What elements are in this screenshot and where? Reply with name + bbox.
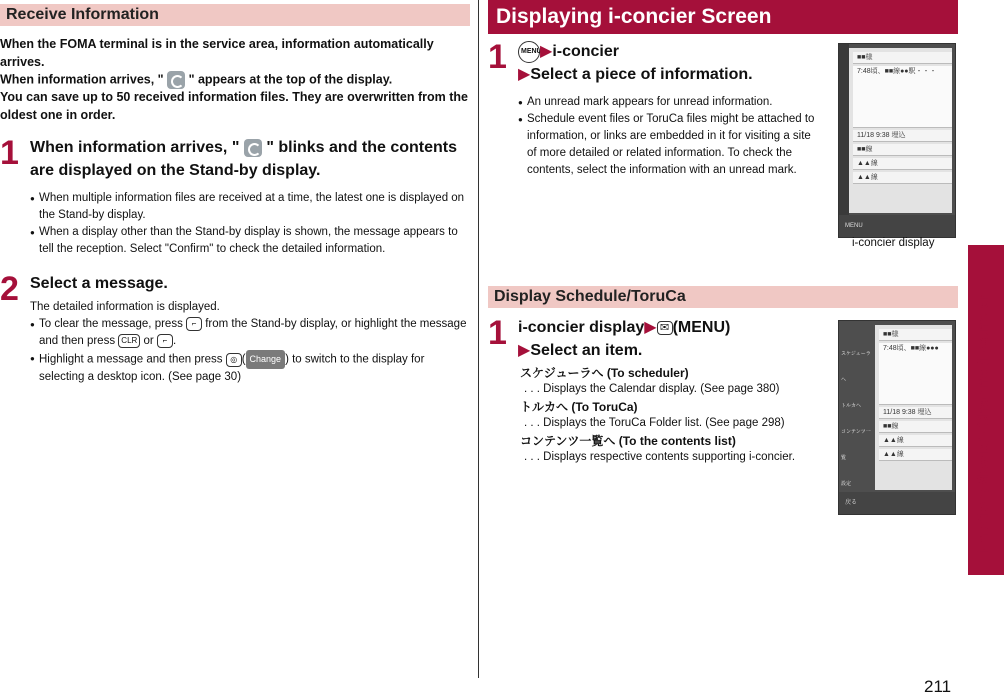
step-number: 2 (0, 270, 19, 308)
camera-key-icon: ◎ (226, 353, 242, 367)
step-number: 1 (488, 314, 507, 352)
section-header-receive (0, 4, 470, 26)
bullet: ● An unread mark appears for unread information. (518, 94, 818, 111)
bullet-clear: ● To clear the message, press ⌐ from the Stand-by display, or highlight the message and then press CLR or ⌐ . (30, 316, 470, 350)
change-softkey-icon: Change (246, 350, 286, 369)
step-title: Select a message. (30, 275, 168, 292)
step-number: 1 (488, 38, 507, 76)
section-title: Displaying i-concier Screen (496, 5, 772, 28)
menu-item-desc: . . . Displays the Calendar display. (See page 380) (524, 383, 780, 395)
bullet: ● Schedule event files or ToruCa files might be attached to information, or links are embedded in it for visiting a site of more detailed or related information. To check the contents, select the information with an unread mark. (518, 111, 818, 179)
on-hook-key-icon: ⌐ (186, 317, 202, 331)
clr-key-icon: CLR (118, 334, 140, 348)
step-1-schedule (488, 316, 818, 362)
right-column (488, 0, 958, 697)
i-concier-icon (244, 139, 262, 157)
i-concier-menu-screenshot: スケジューラへ トルカへ コンテンツ一覧 設定 ■■様 7:48頃、■■線●●● 11/18 9:38 埋込 ■■線 ▲▲線 ▲▲線 戻る (838, 320, 956, 515)
column-divider (478, 0, 479, 678)
menu-item-title: トルカへ (To ToruCa) (520, 400, 638, 414)
menu-item-desc: . . . Displays respective contents supporting i-concier. (524, 451, 796, 463)
side-menu: スケジューラへ トルカへ コンテンツ一覧 設定 (841, 351, 871, 487)
menu-item-desc: . . . Displays the ToruCa Folder list. (See page 298) (524, 417, 785, 429)
step-title: i-concier display▶ ✉ (MENU) (518, 319, 731, 336)
step-2-body (0, 299, 470, 386)
section-title: Display Schedule/ToruCa (494, 288, 686, 305)
section-header-displaying (488, 0, 958, 34)
mail-key-icon: ✉ (657, 321, 673, 335)
i-concier-display-screenshot: ■■様 7:48頃、■■線●●駅・・・ 11/18 9:38 埋込 ■■線 ▲▲線 ▲▲線 MENU (838, 43, 956, 238)
bullet-change: ● Highlight a message and then press ◎ ( Change ) to switch to the display for selecting a desktop icon. (See page 30) (30, 350, 470, 386)
bullet: ● When multiple information files are received at a time, the latest one is displayed on the Stand-by display. (30, 190, 470, 224)
intro-paragraph (0, 36, 470, 124)
arrow-icon: ▶ (518, 342, 531, 359)
step-1-right (488, 40, 818, 179)
section-title: Receive Information (6, 6, 159, 23)
menu-key-icon: MENU (518, 41, 540, 63)
screenshot-caption: i-concier display (852, 237, 935, 249)
section-header-schedule (488, 286, 958, 308)
step-title-2: ▶Select a piece of information. (518, 66, 753, 83)
step-title-2: ▶Select an item. (518, 342, 643, 359)
intro-line-2: When information arrives, " " appears at the top of the display. (0, 71, 470, 89)
arrow-icon: ▶ (540, 43, 553, 60)
menu-item-title: コンテンツ一覧へ (To the contents list) (520, 434, 736, 448)
arrow-icon: ▶ (644, 319, 657, 336)
menu-items (520, 364, 820, 466)
page-number: 211 (924, 677, 952, 696)
on-hook-key-icon: ⌐ (157, 334, 173, 348)
chapter-side-label: i-motion/Movie/i-Channel/i-concier (975, 293, 992, 555)
intro-line-3: You can save up to 50 received information files. They are overwritten from the oldest one in order. (0, 90, 468, 122)
menu-item-title: スケジューラへ (To scheduler) (520, 366, 689, 380)
step-title: MENU▶i-concier (518, 40, 818, 63)
step-bullets (30, 190, 470, 258)
step-bullets (518, 94, 818, 179)
step-number: 1 (0, 134, 19, 172)
i-concier-icon (167, 71, 185, 89)
arrow-icon: ▶ (518, 66, 531, 83)
step-text: The detailed information is displayed. (30, 301, 220, 313)
bullet: ● When a display other than the Stand-by display is shown, the message appears to tell the reception. Select "Confirm" to check the detailed information. (30, 224, 470, 258)
step-title: When information arrives, " " blinks and the contents are displayed on the Stand-by display. (30, 139, 458, 179)
left-column (0, 0, 470, 697)
intro-line-1: When the FOMA terminal is in the service area, information automatically arrives. (0, 37, 434, 69)
step-1 (0, 136, 470, 258)
